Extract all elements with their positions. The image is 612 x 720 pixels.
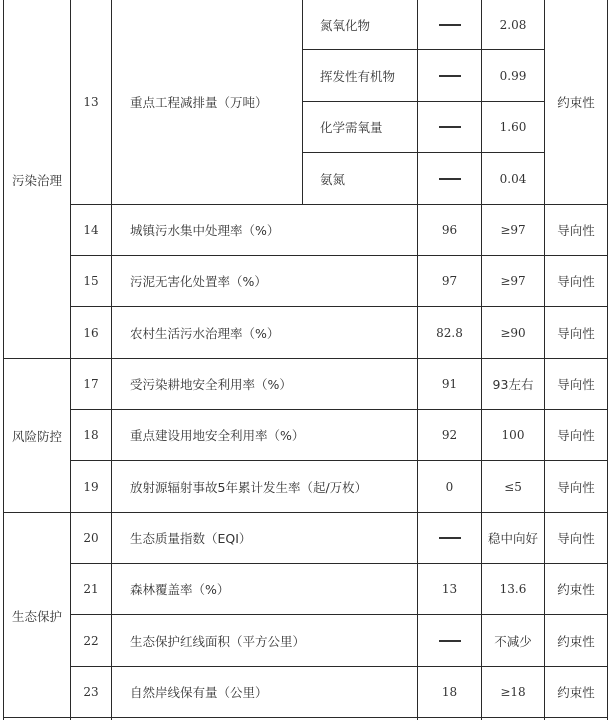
attribute-value: 导向性 [557, 479, 595, 495]
category-ecological-protection: 生态保护 [11, 609, 62, 624]
baseline-value: 96 [441, 223, 458, 237]
row-number: 15 [83, 274, 99, 288]
sub-baseline-dash [418, 102, 481, 152]
dash-icon [439, 75, 461, 77]
attribute-value: 约束性 [557, 633, 595, 649]
baseline-dash [418, 513, 481, 563]
baseline-value: 82.8 [436, 325, 463, 340]
row-number: 20 [83, 531, 99, 545]
row-number: 23 [83, 685, 99, 699]
attribute-value: 导向性 [557, 531, 595, 546]
baseline-dash [418, 615, 481, 666]
column-divider [111, 0, 112, 720]
indicator-name: 污泥无害化处置率（%） [130, 274, 267, 289]
sub-target: 2.08 [499, 17, 527, 32]
attribute-value: 导向性 [557, 428, 595, 443]
target-value: ≥90 [500, 325, 526, 340]
indicator-name: 农村生活污水治理率（%） [130, 325, 280, 341]
sub-baseline-dash [418, 50, 481, 101]
attribute-value: 约束性 [557, 685, 595, 700]
row-13-attribute: 约束性 [557, 95, 595, 110]
row-number: 14 [83, 223, 99, 237]
indicator-name: 受污染耕地安全利用率（%） [130, 377, 292, 392]
sub-indicator-name: 氮氧化物 [320, 17, 371, 33]
row-13-indicator-name: 重点工程减排量（万吨） [130, 95, 268, 110]
sub-indicator-name: 化学需氧量 [320, 120, 383, 135]
row-number: 19 [83, 479, 99, 494]
sub-baseline-dash [418, 153, 481, 204]
attribute-value: 导向性 [557, 223, 595, 238]
table-border-bottom [3, 717, 608, 718]
indicator-name: 森林覆盖率（%） [130, 582, 230, 597]
column-divider [302, 0, 303, 205]
row-13-number: 13 [83, 95, 99, 109]
dash-icon [439, 126, 461, 128]
indicator-name: 自然岸线保有量（公里） [130, 685, 268, 700]
indicator-name: 放射源辐射事故5年累计发生率（起/万枚） [130, 479, 368, 495]
row-number: 21 [83, 582, 99, 596]
sub-indicator-name: 氨氮 [320, 171, 346, 187]
target-value: 93左右 [492, 377, 534, 392]
attribute-value: 导向性 [557, 377, 595, 392]
target-value: 不减少 [494, 633, 532, 649]
sub-target: 0.99 [499, 68, 527, 83]
target-value: ≤5 [504, 479, 522, 494]
category-pollution-control: 污染治理 [11, 173, 62, 188]
row-number: 18 [83, 428, 99, 442]
baseline-value: 91 [441, 377, 458, 391]
baseline-value: 13 [441, 582, 458, 596]
indicator-name: 生态保护红线面积（平方公里） [130, 633, 306, 649]
attribute-value: 导向性 [557, 325, 595, 341]
indicator-name: 生态质量指数（EQI） [130, 531, 252, 546]
target-value: 13.6 [499, 582, 527, 596]
target-value: ≥97 [500, 274, 526, 288]
row-number: 22 [83, 633, 99, 648]
row-number: 16 [83, 325, 99, 340]
baseline-value: 92 [441, 428, 458, 442]
target-value: ≥18 [500, 685, 526, 699]
table-border-right [607, 0, 608, 720]
sub-target: 1.60 [499, 120, 527, 134]
target-value: 稳中向好 [487, 531, 538, 546]
baseline-value: 0 [445, 479, 454, 494]
baseline-value: 97 [441, 274, 458, 288]
attribute-value: 约束性 [557, 582, 595, 597]
indicator-name: 重点建设用地安全利用率（%） [130, 428, 305, 443]
dash-icon [439, 537, 461, 539]
baseline-value: 18 [441, 685, 458, 699]
target-value: 100 [501, 428, 525, 442]
dash-icon [439, 24, 461, 26]
sub-target: 0.04 [499, 171, 527, 186]
dash-icon [439, 640, 461, 642]
dash-icon [439, 178, 461, 180]
sub-indicator-name: 挥发性有机物 [320, 68, 396, 84]
attribute-value: 导向性 [557, 274, 595, 289]
sub-baseline-dash [418, 0, 481, 49]
row-number: 17 [83, 377, 99, 391]
indicator-name: 城镇污水集中处理率（%） [130, 223, 280, 238]
category-risk-prevention: 风险防控 [11, 429, 62, 444]
target-value: ≥97 [500, 223, 526, 237]
